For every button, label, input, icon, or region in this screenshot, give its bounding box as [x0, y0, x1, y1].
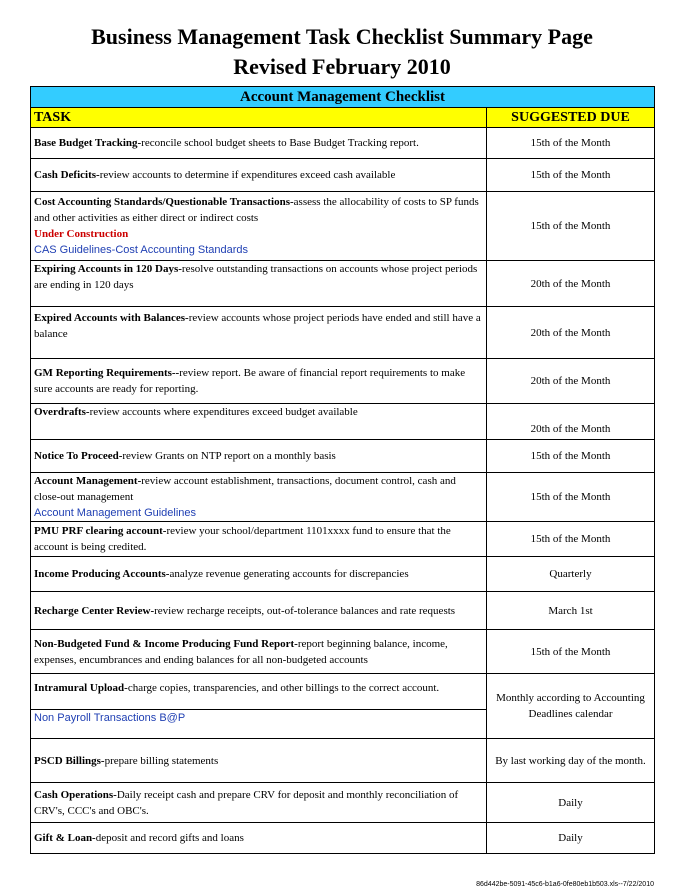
- table-row: [31, 522, 655, 557]
- table-row: [31, 128, 655, 159]
- due-cell: Monthly according to Accounting Deadlines calendar: [487, 674, 655, 739]
- table-row: [31, 739, 655, 783]
- task-description: review your school/department 1101xxxx fund to ensure that the account is being credited.: [34, 525, 451, 553]
- task-description: review report. Be aware of financial report requirements to make sure accounts are ready for reporting.: [34, 367, 466, 395]
- column-header-task: TASK: [31, 108, 487, 128]
- due-cell: 15th of the Month: [487, 128, 655, 159]
- due-cell: 15th of the Month: [487, 522, 655, 557]
- account-management-guidelines-link[interactable]: Account Management Guidelines: [34, 507, 197, 519]
- due-cell: 20th of the Month: [487, 404, 655, 440]
- task-cell: [31, 630, 487, 674]
- task-cell: [31, 823, 487, 854]
- due-cell: 15th of the Month: [487, 192, 655, 261]
- task-cell: [31, 557, 487, 592]
- table-row: [31, 261, 655, 307]
- task-cell: [31, 307, 487, 359]
- task-cell: [31, 192, 487, 261]
- task-cell: [31, 739, 487, 783]
- cas-guidelines-link[interactable]: CAS Guidelines-Cost Accounting Standards: [34, 244, 249, 256]
- due-cell: 15th of the Month: [487, 473, 655, 522]
- column-header-due: SUGGESTED DUE: [487, 108, 655, 128]
- due-cell: March 1st: [487, 592, 655, 630]
- due-cell: By last working day of the month.: [487, 739, 655, 783]
- task-name: Notice To Proceed-: [34, 450, 123, 462]
- task-name: Account Management-: [34, 475, 142, 487]
- task-description: review Grants on NTP report on a monthly basis: [122, 450, 336, 462]
- task-name: Cash Deficits-: [34, 169, 100, 181]
- task-name: Cash Operations-: [34, 788, 117, 801]
- non-payroll-transactions-link[interactable]: Non Payroll Transactions B@P: [34, 712, 186, 724]
- task-cell: [31, 261, 487, 307]
- section-header-row: [31, 87, 655, 108]
- task-name: PSCD Billings-: [34, 754, 105, 767]
- task-name: Base Budget Tracking-: [34, 137, 142, 149]
- task-description: resolve outstanding transactions on accounts whose project periods are ending in 120 days: [34, 263, 478, 291]
- task-cell: [31, 783, 487, 823]
- table-row: [31, 557, 655, 592]
- due-cell: 15th of the Month: [487, 630, 655, 674]
- due-cell: 20th of the Month: [487, 261, 655, 307]
- table-row: [31, 473, 655, 522]
- task-description: review account establishment, transactions, document control, cash and close-out management: [34, 475, 456, 503]
- task-cell: [31, 522, 487, 557]
- task-description: charge copies, transparencies, and other billings to the correct account.: [127, 682, 440, 694]
- task-name: Income Producing Accounts-: [34, 568, 170, 580]
- column-header-row: [31, 108, 655, 128]
- task-cell: [31, 359, 487, 404]
- table-row: [31, 674, 655, 739]
- due-cell: Daily: [487, 823, 655, 854]
- task-name: Expired Accounts with Balances-: [34, 312, 189, 324]
- task-description: review accounts whose project periods have ended and still have a balance: [34, 312, 481, 340]
- due-cell: 15th of the Month: [487, 159, 655, 192]
- task-description: review accounts where expenditures exceed budget available: [89, 406, 358, 418]
- table-row: [31, 359, 655, 404]
- checklist-table: [30, 86, 655, 854]
- table-row: [31, 823, 655, 854]
- table-row: [31, 440, 655, 473]
- task-description: deposit and record gifts and loans: [95, 832, 244, 844]
- table-row: [31, 404, 655, 440]
- task-cell: [31, 128, 487, 159]
- due-cell: 20th of the Month: [487, 307, 655, 359]
- task-cell: [31, 674, 487, 739]
- task-cell: [31, 473, 487, 522]
- task-description: reconcile school budget sheets to Base Budget Tracking report.: [141, 137, 419, 149]
- task-name: Gift & Loan-: [34, 832, 96, 844]
- link-subcell: [31, 709, 486, 726]
- due-cell: Quarterly: [487, 557, 655, 592]
- page-subtitle: Revised February 2010: [233, 54, 451, 79]
- task-name: GM Reporting Requirements--: [34, 367, 180, 379]
- task-name: Overdrafts-: [34, 406, 90, 418]
- table-row: [31, 192, 655, 261]
- task-name: Expiring Accounts in 120 Days-: [34, 263, 182, 275]
- task-name: Intramural Upload-: [34, 682, 128, 694]
- section-title: Account Management Checklist: [31, 87, 655, 108]
- status-note: Under Construction: [34, 228, 129, 240]
- task-cell: [31, 159, 487, 192]
- task-description: report beginning balance, income, expenses, encumbrances and ending balances for all non-budgeted accounts: [34, 637, 448, 666]
- due-cell: 15th of the Month: [487, 440, 655, 473]
- task-cell: [31, 592, 487, 630]
- task-description: Daily receipt cash and prepare CRV for deposit and monthly reconciliation of CRV's, CCC's and OBC's.: [34, 788, 459, 817]
- task-cell: [31, 440, 487, 473]
- task-name: Non-Budgeted Fund & Income Producing Fund Report-: [34, 637, 298, 650]
- due-cell: Daily: [487, 783, 655, 823]
- due-cell: 20th of the Month: [487, 359, 655, 404]
- task-description: review accounts to determine if expenditures exceed cash available: [99, 169, 396, 181]
- table-row: [31, 630, 655, 674]
- page-title: Business Management Task Checklist Summary Page: [91, 24, 593, 49]
- table-row: [31, 159, 655, 192]
- task-cell: [31, 404, 487, 440]
- task-description: analyze revenue generating accounts for discrepancies: [169, 568, 409, 580]
- table-row: [31, 307, 655, 359]
- task-description: review recharge receipts, out-of-tolerance balances and rate requests: [154, 604, 456, 617]
- table-row: [31, 592, 655, 630]
- task-name: Recharge Center Review-: [34, 604, 155, 617]
- table-row: [31, 783, 655, 823]
- task-name: PMU PRF clearing account-: [34, 525, 167, 537]
- task-description: prepare billing statements: [104, 754, 219, 767]
- footer-filename: 86d442be-5091-45c6-b1a6-0fe80eb1b503.xls--7/22/2010: [476, 881, 654, 888]
- task-name: Cost Accounting Standards/Questionable Transactions-: [34, 196, 294, 208]
- task-description: assess the allocability of costs to SP funds and other activities as either direct or indirect costs: [34, 196, 479, 224]
